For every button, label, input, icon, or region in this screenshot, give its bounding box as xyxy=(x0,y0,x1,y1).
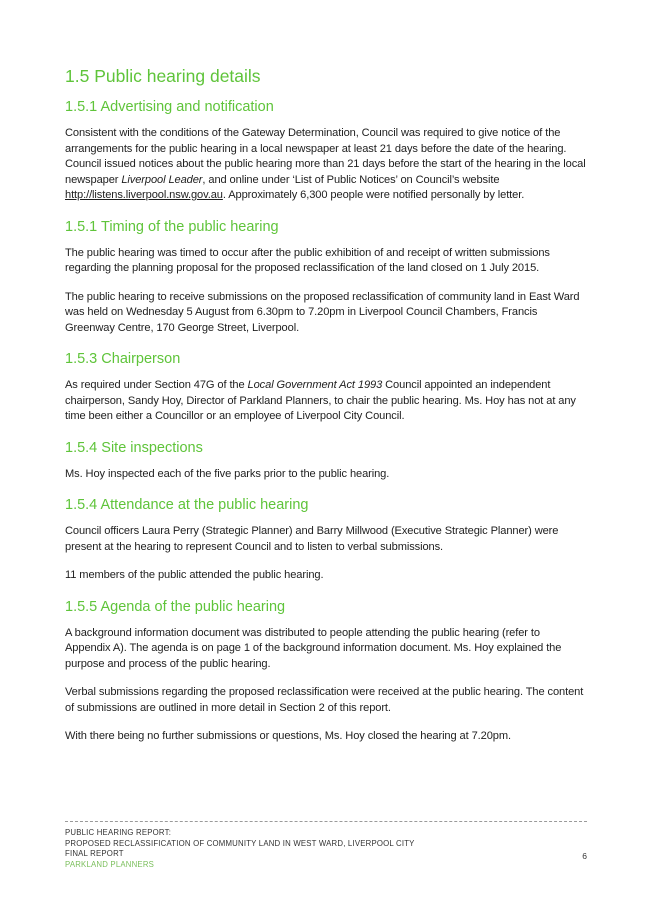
footer-report-title: PROPOSED RECLASSIFICATION OF COMMUNITY LAND IN WEST WARD, LIVERPOOL CITY xyxy=(65,838,415,848)
section-heading: 1.5.5 Agenda of the public hearing xyxy=(65,598,286,615)
paragraph: Council officers Laura Perry (Strategic Planner) and Barry Millwood (Executive Strategic Planner) were present at the hearing to represent Council and to listen to verbal submissions. xyxy=(65,525,559,553)
paragraph: The public hearing to receive submissions on the proposed reclassification of community land in East Ward was held on Wednesday 5 August from 6.30pm to 7.20pm in Liverpool Council Chambers, Francis Greenway Centre, 170 George Street, Liverpool. xyxy=(65,290,580,334)
paragraph: Verbal submissions regarding the proposed reclassification were received at the public hearing. The content of submissions are outlined in more detail in Section 2 of this report. xyxy=(65,686,584,714)
paragraph: Ms. Hoy inspected each of the five parks prior to the public hearing. xyxy=(65,467,390,480)
paragraph xyxy=(65,378,587,425)
footer-report-type: PUBLIC HEARING REPORT: xyxy=(65,828,172,837)
paragraph: A background information document was distributed to people attending the public hearing (refer to Appendix A). The agenda is on page 1 of the background information document. Ms. Hoy explained the purpose and process of the public hearing. xyxy=(65,626,562,670)
paragraph-text: , and online under ‘List of Public Notices’ on Council’s website xyxy=(202,173,500,186)
section-heading: 1.5.1 Advertising and notification xyxy=(65,99,274,115)
paragraph: The public hearing was timed to occur after the public exhibition of and receipt of written submissions regarding the planning proposal for the proposed reclassification of the land closed on 1 July 2015. xyxy=(65,246,550,274)
paragraph-text: Consistent with the conditions of the Gateway Determination, Council was required to give notice of the arrangements for the public hearing in a local newspaper at least 21 days before the date of the hearing. Council issued notices about the public hearing more than 21 days before the start of the hearing in the local newspaper xyxy=(65,127,586,186)
section-attendance xyxy=(65,495,587,584)
page-number: 6 xyxy=(582,851,587,861)
act-name: Local Government Act 1993 xyxy=(247,379,383,391)
footer-report-status: FINAL REPORT xyxy=(65,849,124,858)
paragraph: With there being no further submissions or questions, Ms. Hoy closed the hearing at 7.20pm. xyxy=(65,730,511,742)
section-heading: 1.5.3 Chairperson xyxy=(65,351,181,367)
paragraph-text: Council appointed an independent chairperson, Sandy Hoy, Director of Parkland Planners, to chair the public hearing. Ms. Hoy has not at any time been either a Councillor or an employee of Liverpool City Council. xyxy=(65,379,576,422)
section-agenda xyxy=(65,597,587,745)
newspaper-name: Liverpool Leader xyxy=(121,173,203,186)
section-heading: 1.5.4 Site inspections xyxy=(65,439,203,456)
paragraph xyxy=(65,126,587,204)
footer-organisation: PARKLAND PLANNERS xyxy=(65,859,155,869)
section-timing xyxy=(65,217,587,337)
section-heading: 1.5.1 Timing of the public hearing xyxy=(65,218,279,235)
section-site-inspections xyxy=(65,438,587,483)
page-title: 1.5 Public hearing details xyxy=(65,66,261,86)
section-chairperson xyxy=(65,349,587,425)
section-advertising xyxy=(65,97,587,204)
page-footer xyxy=(65,821,587,870)
section-heading: 1.5.4 Attendance at the public hearing xyxy=(65,497,309,513)
paragraph-text: As required under Section 47G of the xyxy=(65,379,248,391)
document-body xyxy=(65,64,587,758)
paragraph: 11 members of the public attended the public hearing. xyxy=(65,569,324,581)
footer-divider xyxy=(65,821,587,822)
council-website-link[interactable]: http://listens.liverpool.nsw.gov.au xyxy=(65,189,223,201)
paragraph-text: . Approximately 6,300 people were notified personally by letter. xyxy=(222,189,525,201)
